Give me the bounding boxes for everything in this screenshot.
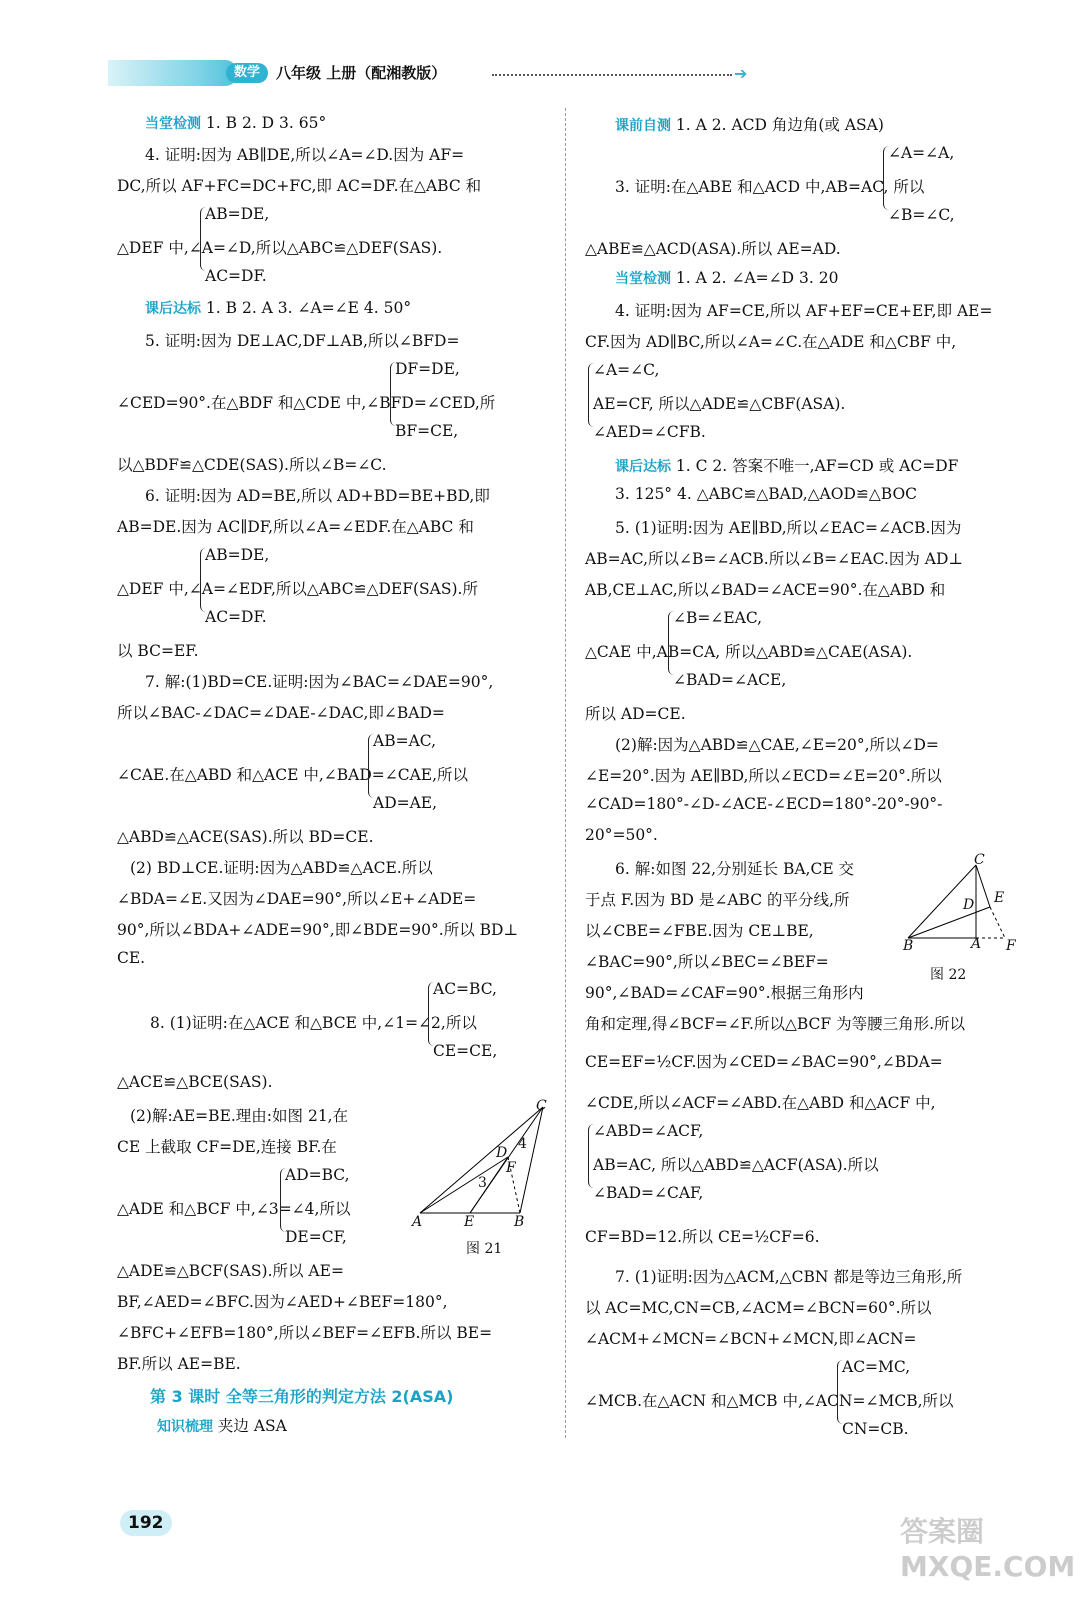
right-line: ∠ABD=∠ACF, bbox=[593, 1122, 704, 1140]
right-line: ∠AED=∠CFB. bbox=[593, 423, 706, 441]
left-line: △ABD≌△ACE(SAS).所以 BD=CE. bbox=[117, 828, 374, 846]
left-line: BF,∠AED=∠BFC.因为∠AED+∠BEF=180°, bbox=[117, 1293, 448, 1311]
right-line: CE=EF=½CF.因为∠CED=∠BAC=90°,∠BDA= bbox=[585, 1053, 943, 1071]
right-line: AB=AC,所以∠B=∠ACB.所以∠B=∠EAC.因为 AD⊥ bbox=[585, 550, 963, 568]
left-line: △ADE 和△BCF 中,∠3=∠4,所以 bbox=[117, 1200, 351, 1218]
brace bbox=[668, 611, 675, 675]
brace bbox=[390, 362, 397, 426]
figure-21-label-d: D bbox=[496, 1145, 508, 1161]
brace bbox=[837, 1360, 844, 1424]
figure-21-label-4: 4 bbox=[518, 1136, 527, 1152]
left-line: 6. 证明:因为 AD=BE,所以 AD+BD=BE+BD,即 bbox=[145, 487, 490, 505]
section-heading: 当堂检测 bbox=[145, 116, 201, 132]
brace bbox=[200, 548, 207, 612]
figure-21-label-b: B bbox=[514, 1214, 525, 1230]
answer-text: 1. C 2. 答案不唯一,AF=CD 或 AC=DF bbox=[671, 457, 959, 475]
left-line: BF=CE, bbox=[395, 422, 459, 440]
left-line: △DEF 中,∠A=∠EDF,所以△ABC≌△DEF(SAS).所 bbox=[117, 580, 478, 598]
right-line: ∠CAD=180°-∠D-∠ACE-∠ECD=180°-20°-90°- bbox=[585, 795, 943, 813]
left-line: AD=BC, bbox=[285, 1166, 350, 1184]
right-line: △CAE 中,AB=CA, 所以△ABD≌△CAE(ASA). bbox=[585, 643, 913, 661]
right-line: 于点 F.因为 BD 是∠ABC 的平分线,所 bbox=[585, 891, 850, 909]
left-line: DE=CF, bbox=[285, 1228, 347, 1246]
figure-22-label-b: B bbox=[903, 938, 914, 954]
right-line: 3. 证明:在△ABE 和△ACD 中,AB=AC, 所以 bbox=[615, 178, 925, 196]
left-line: AB=AC, bbox=[373, 732, 436, 750]
right-line: 7. (1)证明:因为△ACM,△CBN 都是等边三角形,所 bbox=[615, 1268, 963, 1286]
figure-22-label-d: D bbox=[963, 897, 975, 913]
watermark: 答案圈 MXQE.COM bbox=[900, 1515, 1076, 1583]
right-line: AB=AC, 所以△ABD≌△ACF(ASA).所以 bbox=[593, 1156, 879, 1174]
left-line: (2) BD⊥CE.证明:因为△ABD≌△ACE.所以 bbox=[130, 859, 433, 877]
right-line: ∠A=∠C, bbox=[593, 361, 660, 379]
right-line: ∠A=∠A, bbox=[888, 144, 955, 162]
left-line: AD=AE, bbox=[373, 794, 438, 812]
figure-22-label-c: C bbox=[974, 852, 985, 868]
left-line: ∠BFC+∠EFB=180°,所以∠BEF=∠EFB.所以 BE= bbox=[117, 1324, 493, 1342]
right-line: CF.因为 AD∥BC,所以∠A=∠C.在△ADE 和△CBF 中, bbox=[585, 333, 957, 351]
figure-22-caption: 图 22 bbox=[930, 967, 967, 983]
right-line: 3. 125° 4. △ABC≌△BAD,△AOD≌△BOC bbox=[615, 485, 918, 503]
brace bbox=[200, 207, 207, 271]
figure-21-label-e: E bbox=[464, 1214, 475, 1230]
left-line: 8. (1)证明:在△ACE 和△BCE 中,∠1=∠2,所以 bbox=[150, 1014, 477, 1032]
left-line bbox=[145, 298, 411, 318]
left-line: AC=DF. bbox=[205, 608, 267, 626]
right-line: △ABE≌△ACD(ASA).所以 AE=AD. bbox=[585, 240, 841, 258]
answer-text: 1. B 2. A 3. ∠A=∠E 4. 50° bbox=[201, 299, 412, 317]
left-line: 以△BDF≌△CDE(SAS).所以∠B=∠C. bbox=[117, 456, 387, 474]
header-dotted-line bbox=[492, 74, 732, 76]
header-band bbox=[108, 60, 238, 86]
left-line: (2)解:AE=BE.理由:如图 21,在 bbox=[130, 1107, 349, 1125]
left-line: 7. 解:(1)BD=CE.证明:因为∠BAC=∠DAE=90°, bbox=[145, 673, 494, 691]
subject-badge: 数学 bbox=[226, 63, 268, 83]
left-line: △ADE≌△BCF(SAS).所以 AE= bbox=[117, 1262, 344, 1280]
right-line: 20°=50°. bbox=[585, 826, 658, 844]
section-heading: 当堂检测 bbox=[615, 271, 671, 287]
right-line: AB,CE⊥AC,所以∠BAD=∠ACE=90°.在△ABD 和 bbox=[585, 581, 946, 599]
right-line: ∠CDE,所以∠ACF=∠ABD.在△ABD 和△ACF 中, bbox=[585, 1094, 936, 1112]
right-line: ∠MCB.在△ACN 和△MCB 中,∠ACN=∠MCB,所以 bbox=[585, 1392, 954, 1410]
left-line bbox=[157, 1414, 287, 1436]
section-heading: 知识梳理 bbox=[157, 1419, 213, 1435]
answer-text: 1. B 2. D 3. 65° bbox=[201, 114, 327, 132]
right-line: 以 AC=MC,CN=CB,∠ACM=∠BCN=60°.所以 bbox=[585, 1299, 932, 1317]
left-line: ∠BDA=∠E.又因为∠DAE=90°,所以∠E+∠ADE= bbox=[117, 890, 477, 908]
left-line: AB=DE, bbox=[205, 546, 270, 564]
figure-22-label-a: A bbox=[971, 936, 982, 952]
right-line: 90°,∠BAD=∠CAF=90°.根据三角形内 bbox=[585, 984, 864, 1002]
right-line: ∠BAD=∠CAF, bbox=[593, 1184, 704, 1202]
brace bbox=[368, 734, 375, 798]
right-line: CF=BD=12.所以 CE=½CF=6. bbox=[585, 1228, 820, 1246]
right-line: ∠ACM+∠MCN=∠BCN+∠MCN,即∠ACN= bbox=[585, 1330, 917, 1348]
left-line: 4. 证明:因为 AB∥DE,所以∠A=∠D.因为 AF= bbox=[145, 146, 465, 164]
lesson-title: 第 3 课时 全等三角形的判定方法 2(ASA) bbox=[150, 1387, 454, 1406]
figure-21 bbox=[410, 1095, 560, 1230]
answer-text: 1. A 2. ∠A=∠D 3. 20 bbox=[671, 269, 839, 287]
arrow-icon: ➔ bbox=[734, 64, 748, 83]
figure-22-label-e: E bbox=[994, 890, 1005, 906]
right-line: CN=CB. bbox=[842, 1420, 909, 1438]
right-line: AE=CF, 所以△ADE≌△CBF(ASA). bbox=[593, 395, 846, 413]
right-line: ∠B=∠C, bbox=[888, 206, 955, 224]
right-line: 5. (1)证明:因为 AE∥BD,所以∠EAC=∠ACB.因为 bbox=[615, 519, 962, 537]
figure-21-caption: 图 21 bbox=[466, 1241, 503, 1257]
left-line: △DEF 中,∠A=∠D,所以△ABC≌△DEF(SAS). bbox=[117, 239, 443, 257]
figure-21-label-c: C bbox=[536, 1098, 547, 1114]
left-line: AB=DE.因为 AC∥DF,所以∠A=∠EDF.在△ABC 和 bbox=[117, 518, 474, 536]
answer-text: 1. A 2. ACD 角边角(或 ASA) bbox=[671, 116, 884, 134]
answer-text: 夹边 ASA bbox=[213, 1417, 287, 1435]
right-line bbox=[615, 454, 958, 476]
figure-21-label-f: F bbox=[506, 1160, 516, 1176]
left-line: △ACE≌△BCE(SAS). bbox=[117, 1073, 273, 1091]
brace bbox=[588, 1124, 595, 1188]
right-line: ∠E=20°.因为 AE∥BD,所以∠ECD=∠E=20°.所以 bbox=[585, 767, 942, 785]
brace bbox=[280, 1168, 287, 1232]
right-line: ∠B=∠EAC, bbox=[673, 609, 763, 627]
brace bbox=[428, 982, 435, 1046]
section-heading: 课前自测 bbox=[615, 118, 671, 134]
page-number: 192 bbox=[120, 1510, 172, 1536]
right-line: 所以 AD=CE. bbox=[585, 705, 686, 723]
brace bbox=[883, 146, 890, 210]
left-line: AC=DF. bbox=[205, 267, 267, 285]
figure-21-label-a: A bbox=[412, 1214, 423, 1230]
right-line: 角和定理,得∠BCF=∠F.所以△BCF 为等腰三角形.所以 bbox=[585, 1015, 966, 1033]
header-title: 八年级 上册（配湘教版） bbox=[276, 64, 447, 82]
left-line: ∠CED=90°.在△BDF 和△CDE 中,∠BFD=∠CED,所 bbox=[117, 394, 496, 412]
left-line: 以 BC=EF. bbox=[117, 642, 199, 660]
left-line: 90°,所以∠BDA+∠ADE=90°,即∠BDE=90°.所以 BD⊥ bbox=[117, 921, 519, 939]
column-divider bbox=[565, 108, 566, 1438]
left-line: AC=BC, bbox=[433, 980, 497, 998]
right-line: 以∠CBE=∠FBE.因为 CE⊥BE, bbox=[585, 922, 814, 940]
right-line bbox=[615, 268, 838, 288]
left-line: CE 上截取 CF=DE,连接 BF.在 bbox=[117, 1138, 337, 1156]
right-line bbox=[615, 113, 884, 135]
figure-21-label-3: 3 bbox=[478, 1175, 487, 1191]
right-line: AC=MC, bbox=[842, 1358, 911, 1376]
section-heading: 课后达标 bbox=[145, 301, 201, 317]
right-line: ∠BAC=90°,所以∠BEC=∠BEF= bbox=[585, 953, 829, 971]
left-line: AB=DE, bbox=[205, 205, 270, 223]
left-line: DF=DE, bbox=[395, 360, 460, 378]
right-line: 4. 证明:因为 AF=CE,所以 AF+EF=CE+EF,即 AE= bbox=[615, 302, 993, 320]
section-heading: 课后达标 bbox=[615, 459, 671, 475]
figure-22-label-f: F bbox=[1006, 938, 1016, 954]
left-line: 5. 证明:因为 DE⊥AC,DF⊥AB,所以∠BFD= bbox=[145, 332, 460, 350]
left-line: ∠CAE.在△ABD 和△ACE 中,∠BAD=∠CAE,所以 bbox=[117, 766, 469, 784]
right-line: ∠BAD=∠ACE, bbox=[673, 671, 787, 689]
left-line: CE. bbox=[117, 949, 146, 967]
left-line: BF.所以 AE=BE. bbox=[117, 1355, 241, 1373]
brace bbox=[588, 363, 595, 427]
left-line: 所以∠BAC-∠DAC=∠DAE-∠DAC,即∠BAD= bbox=[117, 704, 445, 722]
right-line: (2)解:因为△ABD≌△CAE,∠E=20°,所以∠D= bbox=[615, 736, 939, 754]
left-line: CE=CE, bbox=[433, 1042, 498, 1060]
left-line: DC,所以 AF+FC=DC+FC,即 AC=DF.在△ABC 和 bbox=[117, 177, 482, 195]
left-line bbox=[150, 1384, 453, 1407]
right-line: 6. 解:如图 22,分别延长 BA,CE 交 bbox=[615, 860, 855, 878]
left-line bbox=[145, 113, 326, 133]
